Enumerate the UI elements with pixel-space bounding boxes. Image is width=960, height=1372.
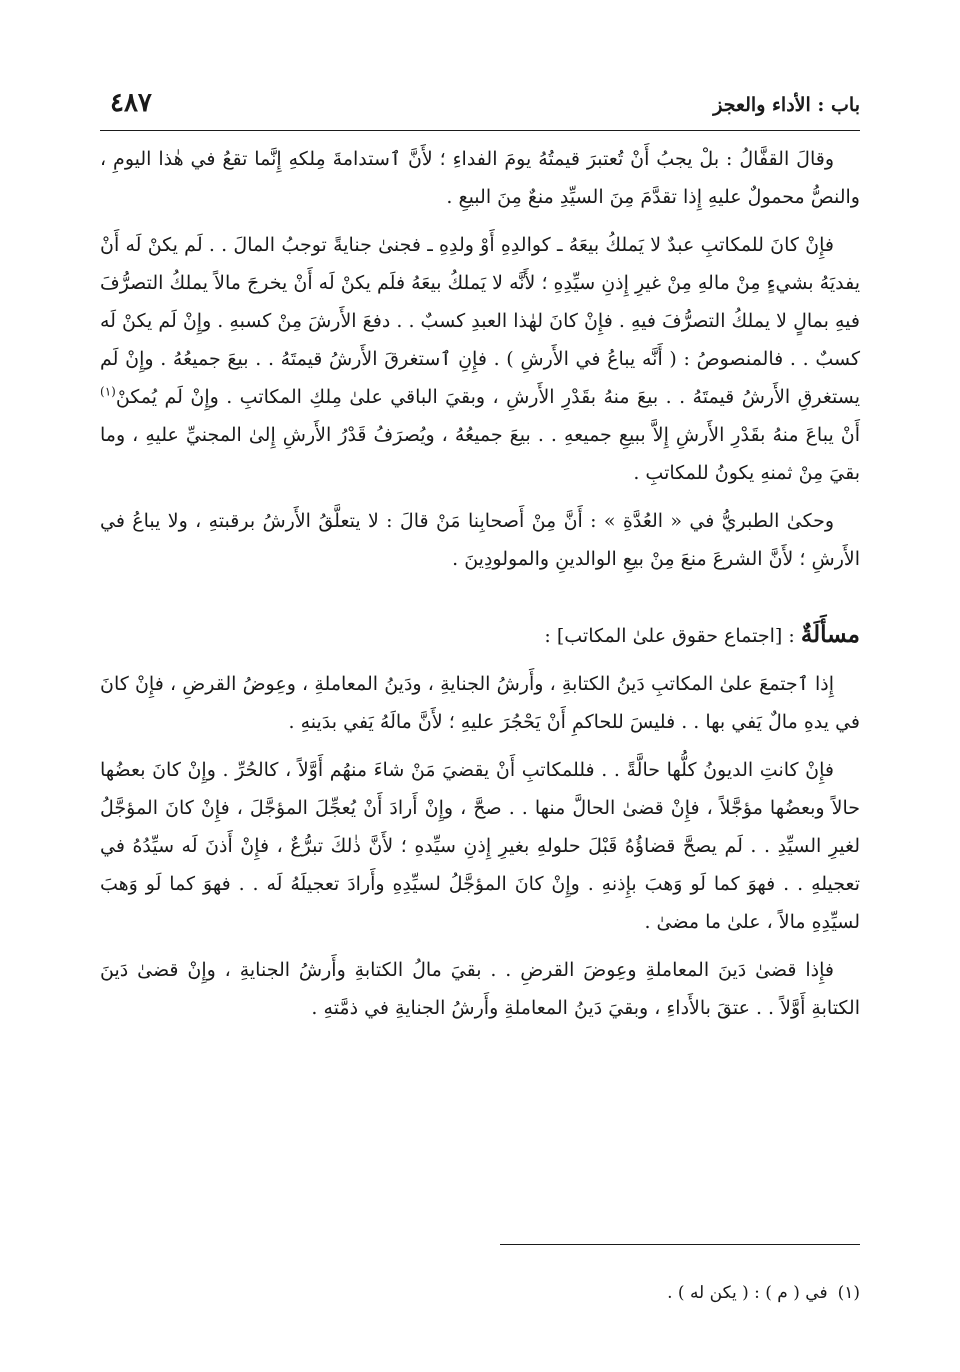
paragraph-tabari: وحكىٰ الطبريُّ في « العُدَّةِ » : أَنَّ مِنْ أَصحابِنا مَنْ قالَ : لا يتعلَّقُ الأَرشُ برقبتهِ ، ولا يباعُ في الأَرشِ ؛ لأَنَّ الشرعَ منعَ مِنْ بيعِ الوالدينِ والمولودِينَ .	[100, 510, 860, 570]
header-rule	[100, 130, 860, 131]
paragraph-debts: إِذا ٱجتمعَ علىٰ المكاتبِ دَينُ الكتابةِ ، وأَرشُ الجنايةِ ، ودَينُ المعاملةِ ، وعِوضُ القرضِ ، فإِنْ كانَ في يدهِ مالٌ يَفي بها . . فليسَ للحاكمِ أَنْ يَحْجُرَ عليهِ ؛ لأَنَّ مالَهُ يَفي بدَينهِ .	[100, 673, 860, 733]
footnote-rule	[500, 1244, 860, 1245]
issue-title: [اجتماع حقوق علىٰ المكاتب] :	[544, 625, 783, 647]
paragraph-due-debts: فإِنْ كانتِ الديونُ كلُّها حالَّةً . . فللمكاتبِ أَنْ يقضيَ مَنْ شاءَ منهُم أَوَّلاً ، كالحُرِّ . وإِنْ كانَ بعضُها حالاً وبعضُها مؤجَّلاً ، فإِنْ قضىٰ الحالَّ منها . . صحَّ ، وإِنْ أَرادَ أَنْ يُعجِّلَ المؤجَّلَ ، فإِنْ كانَ المؤجَّلُ لغيرِ السيِّدِ . . لَم يصحَّ قضاؤُهُ قَبْلَ حلولهِ بغيرِ إِذنِ سيِّدهِ ؛ لأَنَّ ذٰلكَ تبرُّعٌ ، فإِنْ أَذنَ لَه سيِّدُهُ في تعجيلهِ . . فهوَ كما لَو وَهبَ بإِذنهِ . وإِنْ كانَ المؤجَّلُ لسيِّدِهِ وأَرادَ تعجيلَهُ لَه . . فهوَ كما لَو وَهبَ لسيِّدِهِ مالاً ، علىٰ ما مضىٰ .	[100, 759, 860, 933]
footnote-number: (١)	[837, 1283, 860, 1303]
footnote	[100, 1278, 860, 1308]
page-number: ٤٨٧	[110, 88, 152, 118]
issue-label: مسأَلَةٌ	[800, 621, 860, 648]
page-header	[100, 88, 860, 124]
paragraph-slave-crime-continued: أَنْ يباعَ منهُ بقَدْرِ الأَرشِ إِلاَّ ببيعِ جميعهِ . . بيعَ جميعُهُ ، ويُصرَفُ قَدْرُ الأَرشِ إِلىٰ المجنيِّ عليهِ ، وما بقيَ مِنْ ثمنهِ يكونُ للمكاتبِ .	[100, 424, 860, 484]
paragraph-slave-crime	[100, 226, 860, 492]
paragraph-qaffal: وقالَ القفَّالُ : بلْ يجبُ أَنْ تُعتبرَ قيمتُهُ يومَ الفداءِ ؛ لأَنَّ ٱستدامةَ مِلكهِ إِنَّما تقعُ في هٰذا اليومِ ، والنصُّ محمولٌ عليهِ إِذا تقدَّمَ مِنَ السيِّدِ منعٌ مِنَ البيعِ .	[100, 148, 860, 208]
issue-separator: :	[782, 625, 801, 647]
running-title: باب : الأداء والعجز	[713, 94, 860, 116]
paragraph-slave-crime-text: فإِنْ كانَ للمكاتبِ عبدٌ لا يَملكُ بيعَهُ ـ كوالدِهِ أَوْ ولدِهِ ـ فجنىٰ جنايةً توجبُ المالَ . . لَم يكنْ لَه أَنْ يفديَهُ بشيءٍ مِنْ مالهِ مِنْ غيرِ إِذنِ سيِّدِهِ ؛ لأَنَّه لا يَملكُ بيعَهُ فلَم يكنْ لَه أَنْ يخرجَ مالاً يملكُ التصرُّفَ فيهِ بمالٍ لا يملكُ التصرُّفَ فيهِ . فإِنْ كانَ لهٰذا العبدِ كسبٌ . . دفعَ الأَرشَ مِنْ كسبهِ . وإِنْ لَم يكنْ لَه كسبٌ . . فالمنصوصُ : ( أَنَّه يباعُ في الأَرشِ ) . فإِنِ ٱستغرقَ الأَرشُ قيمتَهُ . . بيعَ جميعُهُ . وإِنْ لَم يستغرقِ الأَرشُ قيمتَهُ . . بيعَ منهُ بقَدْرِ الأَرشِ ، وبقيَ الباقي علىٰ مِلكِ المكاتبِ . وإِنْ لَم يُمكنْ	[100, 234, 860, 408]
issue-heading	[100, 616, 860, 655]
main-text	[100, 140, 860, 1027]
footnote-reference: (١)	[100, 384, 116, 399]
footnote-text: في ( م ) : ( يكن له ) .	[667, 1283, 828, 1303]
paragraph-payment: فإِذا قضىٰ دَينَ المعاملةِ وعِوضَ القرضِ . . بقيَ مالُ الكتابةِ وأَرشُ الجنايةِ ، وإِنْ قضىٰ دَينَ الكتابةِ أَوَّلاً . . عتقَ بالأَداءِ ، وبقيَ دَينُ المعاملةِ وأَرشُ الجنايةِ في ذمَّتهِ .	[100, 959, 860, 1019]
